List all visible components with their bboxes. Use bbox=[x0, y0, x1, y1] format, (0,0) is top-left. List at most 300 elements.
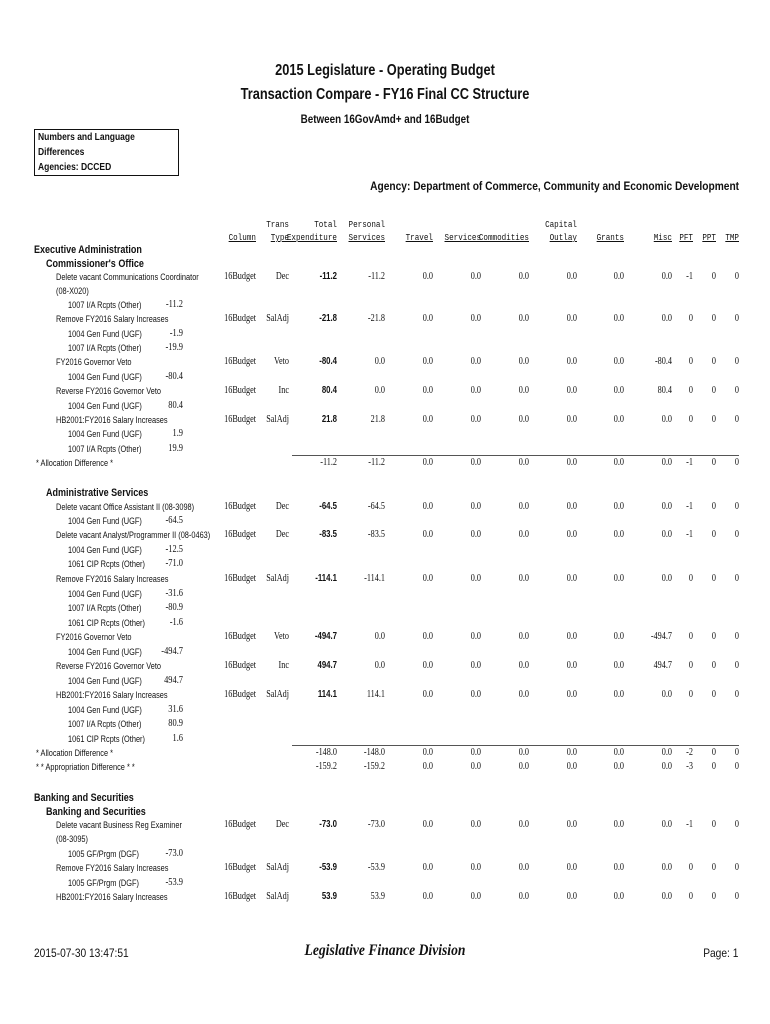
amount-cell: 0.0 bbox=[422, 862, 433, 873]
amount-cell: 0.0 bbox=[470, 761, 481, 772]
fund-source-amount: -12.5 bbox=[165, 544, 183, 555]
fund-source-label: 1061 CIP Rcpts (Other) bbox=[68, 618, 145, 628]
fund-source-label: 1005 GF/Prgm (DGF) bbox=[68, 849, 139, 859]
amount-cell: 0.0 bbox=[613, 819, 624, 830]
fund-source-label: 1004 Gen Fund (UGF) bbox=[68, 545, 142, 555]
amount-cell: 0.0 bbox=[470, 414, 481, 425]
amount-cell: 0.0 bbox=[422, 631, 433, 642]
transaction-label-cont: (08-3095) bbox=[56, 834, 89, 844]
total-rule bbox=[292, 745, 739, 746]
fund-source-amount: 19.9 bbox=[168, 443, 183, 454]
amount-cell: 0.0 bbox=[470, 660, 481, 671]
fund-source-label: 1004 Gen Fund (UGF) bbox=[68, 401, 142, 411]
fund-source-amount: -494.7 bbox=[161, 646, 183, 657]
amount-cell: 114.1 bbox=[317, 689, 337, 700]
fund-source-label: 1004 Gen Fund (UGF) bbox=[68, 429, 142, 439]
amount-cell: 0 bbox=[734, 385, 739, 396]
amount-cell: -114.1 bbox=[364, 573, 385, 584]
column-header-top: Total bbox=[314, 219, 337, 230]
amount-cell: Veto bbox=[273, 631, 289, 642]
amount-cell: SalAdj bbox=[266, 862, 289, 873]
amount-cell: Inc bbox=[278, 385, 289, 396]
amount-cell: -2 bbox=[686, 747, 693, 758]
fund-source-label: 1061 CIP Rcpts (Other) bbox=[68, 734, 145, 744]
transaction-label: Remove FY2016 Salary Increases bbox=[56, 314, 169, 324]
amount-cell: -494.7 bbox=[314, 631, 337, 642]
amount-cell: 0 bbox=[734, 819, 739, 830]
amount-cell: 0 bbox=[688, 313, 693, 324]
amount-cell: 0.0 bbox=[422, 761, 433, 772]
amount-cell: 80.4 bbox=[657, 385, 672, 396]
amount-cell: 16Budget bbox=[224, 529, 256, 540]
fund-source-label: 1007 I/A Rcpts (Other) bbox=[68, 343, 142, 353]
amount-cell: 0.0 bbox=[661, 414, 672, 425]
amount-cell: 0.0 bbox=[518, 313, 529, 324]
amount-cell: SalAdj bbox=[266, 414, 289, 425]
amount-cell: Dec bbox=[275, 819, 289, 830]
amount-cell: SalAdj bbox=[266, 313, 289, 324]
transaction-label: FY2016 Governor Veto bbox=[56, 632, 132, 642]
amount-cell: 0 bbox=[711, 271, 716, 282]
amount-cell: 53.9 bbox=[370, 891, 385, 902]
amount-cell: 0.0 bbox=[566, 862, 577, 873]
amount-cell: 0 bbox=[734, 631, 739, 642]
transaction-label: Delete vacant Business Reg Examiner bbox=[56, 820, 182, 830]
amount-cell: 0 bbox=[711, 660, 716, 671]
amount-cell: 0.0 bbox=[661, 862, 672, 873]
transaction-label: HB2001:FY2016 Salary Increases bbox=[56, 690, 168, 700]
amount-cell: 0.0 bbox=[518, 573, 529, 584]
amount-cell: 0 bbox=[711, 313, 716, 324]
amount-cell: 0.0 bbox=[661, 891, 672, 902]
amount-cell: 0 bbox=[711, 689, 716, 700]
amount-cell: 16Budget bbox=[224, 862, 256, 873]
transaction-label: Delete vacant Analyst/Programmer II (08-0463) bbox=[56, 530, 211, 540]
amount-cell: Dec bbox=[275, 271, 289, 282]
amount-cell: 0 bbox=[734, 747, 739, 758]
amount-cell: 0.0 bbox=[661, 819, 672, 830]
amount-cell: 0.0 bbox=[661, 573, 672, 584]
transaction-label: Delete vacant Communications Coordinator bbox=[56, 272, 199, 282]
amount-cell: -21.8 bbox=[367, 313, 385, 324]
amount-cell: 0.0 bbox=[566, 891, 577, 902]
amount-cell: 21.8 bbox=[370, 414, 385, 425]
fund-source-label: 1004 Gen Fund (UGF) bbox=[68, 647, 142, 657]
amount-cell: 0.0 bbox=[422, 529, 433, 540]
amount-cell: -73.0 bbox=[367, 819, 385, 830]
transaction-label: Remove FY2016 Salary Increases bbox=[56, 574, 169, 584]
amount-cell: 0 bbox=[734, 689, 739, 700]
agency-heading: Agency: Department of Commerce, Community and Economic Development bbox=[370, 179, 739, 193]
amount-cell: 0.0 bbox=[518, 271, 529, 282]
amount-cell: 0.0 bbox=[661, 313, 672, 324]
amount-cell: 0.0 bbox=[566, 501, 577, 512]
column-header-bottom: TMP bbox=[725, 232, 739, 243]
report-title: 2015 Legislature - Operating Budget bbox=[275, 62, 495, 79]
amount-cell: 0 bbox=[711, 529, 716, 540]
amount-cell: 16Budget bbox=[224, 501, 256, 512]
section-heading: Banking and Securities bbox=[34, 792, 134, 804]
transaction-label: FY2016 Governor Veto bbox=[56, 357, 132, 367]
amount-cell: 0.0 bbox=[613, 457, 624, 468]
amount-cell: 0 bbox=[734, 529, 739, 540]
amount-cell: 0.0 bbox=[470, 529, 481, 540]
amount-cell: 0.0 bbox=[661, 501, 672, 512]
amount-cell: 0.0 bbox=[422, 819, 433, 830]
amount-cell: 0 bbox=[711, 761, 716, 772]
amount-cell: 0.0 bbox=[566, 271, 577, 282]
amount-cell: 0 bbox=[711, 501, 716, 512]
amount-cell: 0 bbox=[711, 819, 716, 830]
amount-cell: 16Budget bbox=[224, 573, 256, 584]
amount-cell: 0.0 bbox=[422, 414, 433, 425]
column-header-bottom: Expenditure bbox=[286, 232, 337, 243]
fund-source-amount: -53.9 bbox=[165, 877, 183, 888]
amount-cell: 0.0 bbox=[518, 660, 529, 671]
amount-cell: 0 bbox=[688, 385, 693, 396]
amount-cell: 0.0 bbox=[470, 891, 481, 902]
total-rule bbox=[292, 455, 739, 456]
fund-source-amount: 80.4 bbox=[168, 400, 183, 411]
amount-cell: Inc bbox=[278, 660, 289, 671]
amount-cell: -80.4 bbox=[319, 356, 337, 367]
column-header-top: Personal bbox=[348, 219, 385, 230]
amount-cell: 0 bbox=[734, 573, 739, 584]
amount-cell: 0.0 bbox=[422, 747, 433, 758]
transaction-label: Delete vacant Office Assistant II (08-3098) bbox=[56, 502, 195, 512]
amount-cell: 0 bbox=[734, 356, 739, 367]
amount-cell: 0.0 bbox=[470, 631, 481, 642]
footer-division: Legislative Finance Division bbox=[304, 942, 466, 959]
filter-line: Differences bbox=[38, 147, 85, 158]
amount-cell: 0.0 bbox=[613, 356, 624, 367]
fund-source-label: 1005 GF/Prgm (DGF) bbox=[68, 878, 139, 888]
column-header-top: Trans bbox=[266, 219, 289, 230]
fund-source-label: 1007 I/A Rcpts (Other) bbox=[68, 444, 142, 454]
fund-source-amount: -64.5 bbox=[165, 515, 183, 526]
amount-cell: 0.0 bbox=[518, 761, 529, 772]
amount-cell: -64.5 bbox=[319, 501, 337, 512]
amount-cell: -83.5 bbox=[319, 529, 337, 540]
column-header-bottom: Services bbox=[348, 232, 385, 243]
amount-cell: 16Budget bbox=[224, 819, 256, 830]
amount-cell: 0.0 bbox=[661, 761, 672, 772]
fund-source-amount: 1.6 bbox=[172, 733, 183, 744]
transaction-label: HB2001:FY2016 Salary Increases bbox=[56, 892, 168, 902]
amount-cell: 0.0 bbox=[518, 862, 529, 873]
amount-cell: -11.2 bbox=[368, 271, 385, 282]
amount-cell: 0.0 bbox=[470, 819, 481, 830]
amount-cell: 0.0 bbox=[613, 747, 624, 758]
amount-cell: 0.0 bbox=[566, 414, 577, 425]
amount-cell: 0.0 bbox=[518, 631, 529, 642]
column-header bbox=[683, 218, 739, 244]
transaction-label: Remove FY2016 Salary Increases bbox=[56, 863, 169, 873]
amount-cell: 0.0 bbox=[566, 529, 577, 540]
amount-cell: 0.0 bbox=[566, 356, 577, 367]
amount-cell: 0.0 bbox=[566, 631, 577, 642]
amount-cell: -159.2 bbox=[363, 761, 385, 772]
amount-cell: 0.0 bbox=[613, 891, 624, 902]
amount-cell: -1 bbox=[686, 529, 693, 540]
fund-source-amount: -1.6 bbox=[169, 617, 183, 628]
difference-label: * Allocation Difference * bbox=[36, 748, 113, 758]
difference-label: * Allocation Difference * bbox=[36, 458, 113, 468]
section-heading: Executive Administration bbox=[34, 244, 142, 256]
amount-cell: 0.0 bbox=[661, 747, 672, 758]
fund-source-label: 1061 CIP Rcpts (Other) bbox=[68, 559, 145, 569]
amount-cell: -3 bbox=[686, 761, 693, 772]
column-header-bottom: Commodities bbox=[478, 232, 529, 243]
amount-cell: 494.7 bbox=[317, 660, 337, 671]
fund-source-label: 1004 Gen Fund (UGF) bbox=[68, 705, 142, 715]
column-header-bottom: PPT bbox=[702, 232, 716, 243]
amount-cell: 0.0 bbox=[422, 356, 433, 367]
transaction-label: Reverse FY2016 Governor Veto bbox=[56, 661, 162, 671]
column-header-bottom: Column bbox=[228, 232, 256, 243]
amount-cell: 0 bbox=[734, 761, 739, 772]
amount-cell: 16Budget bbox=[224, 271, 256, 282]
amount-cell: 0.0 bbox=[518, 529, 529, 540]
amount-cell: 0.0 bbox=[422, 501, 433, 512]
amount-cell: 0.0 bbox=[470, 747, 481, 758]
amount-cell: -494.7 bbox=[650, 631, 672, 642]
footer-page-number: Page: 1 bbox=[702, 946, 738, 960]
amount-cell: 0 bbox=[734, 414, 739, 425]
amount-cell: 0.0 bbox=[470, 457, 481, 468]
fund-source-amount: -73.0 bbox=[165, 848, 183, 859]
amount-cell: SalAdj bbox=[266, 689, 289, 700]
amount-cell: 0.0 bbox=[566, 660, 577, 671]
fund-source-label: 1004 Gen Fund (UGF) bbox=[68, 589, 142, 599]
amount-cell: 16Budget bbox=[224, 356, 256, 367]
filter-box bbox=[34, 129, 179, 176]
amount-cell: 0.0 bbox=[518, 356, 529, 367]
amount-cell: 0.0 bbox=[613, 862, 624, 873]
amount-cell: 0 bbox=[734, 271, 739, 282]
amount-cell: 0 bbox=[734, 660, 739, 671]
column-header-bottom: Grants bbox=[596, 232, 624, 243]
amount-cell: 0.0 bbox=[470, 501, 481, 512]
column-header-top: Capital bbox=[545, 219, 577, 230]
amount-cell: 0.0 bbox=[613, 313, 624, 324]
amount-cell: 0.0 bbox=[566, 819, 577, 830]
amount-cell: -148.0 bbox=[363, 747, 385, 758]
amount-cell: 0.0 bbox=[422, 271, 433, 282]
amount-cell: 0.0 bbox=[566, 761, 577, 772]
report-compare: Between 16GovAmd+ and 16Budget bbox=[300, 112, 470, 126]
fund-source-amount: -31.6 bbox=[165, 588, 183, 599]
amount-cell: 0.0 bbox=[566, 385, 577, 396]
amount-cell: 0.0 bbox=[613, 501, 624, 512]
amount-cell: 0.0 bbox=[613, 631, 624, 642]
amount-cell: Dec bbox=[275, 501, 289, 512]
amount-cell: 0 bbox=[734, 313, 739, 324]
amount-cell: 0.0 bbox=[422, 313, 433, 324]
amount-cell: -114.1 bbox=[315, 573, 337, 584]
amount-cell: 0.0 bbox=[613, 689, 624, 700]
fund-source-label: 1004 Gen Fund (UGF) bbox=[68, 676, 142, 686]
fund-source-amount: 31.6 bbox=[168, 704, 183, 715]
amount-cell: 0.0 bbox=[661, 689, 672, 700]
amount-cell: -64.5 bbox=[367, 501, 385, 512]
amount-cell: 0.0 bbox=[470, 313, 481, 324]
fund-source-amount: -80.4 bbox=[165, 371, 183, 382]
transaction-label: HB2001:FY2016 Salary Increases bbox=[56, 415, 168, 425]
amount-cell: -1 bbox=[686, 271, 693, 282]
amount-cell: 21.8 bbox=[321, 414, 337, 425]
amount-cell: 0.0 bbox=[470, 271, 481, 282]
amount-cell: 16Budget bbox=[224, 891, 256, 902]
amount-cell: 0.0 bbox=[518, 891, 529, 902]
amount-cell: 0.0 bbox=[613, 414, 624, 425]
amount-cell: 0.0 bbox=[422, 891, 433, 902]
filter-line: Numbers and Language bbox=[38, 132, 135, 143]
amount-cell: 0 bbox=[734, 457, 739, 468]
amount-cell: -73.0 bbox=[319, 819, 337, 830]
fund-source-label: 1004 Gen Fund (UGF) bbox=[68, 516, 142, 526]
amount-cell: 0 bbox=[688, 891, 693, 902]
amount-cell: 0 bbox=[734, 891, 739, 902]
fund-source-amount: 1.9 bbox=[172, 428, 183, 439]
amount-cell: 0 bbox=[711, 631, 716, 642]
amount-cell: 0.0 bbox=[422, 573, 433, 584]
amount-cell: 0.0 bbox=[518, 689, 529, 700]
amount-cell: 0.0 bbox=[613, 529, 624, 540]
amount-cell: 80.4 bbox=[321, 385, 337, 396]
amount-cell: -11.2 bbox=[368, 457, 385, 468]
amount-cell: Dec bbox=[275, 529, 289, 540]
subsection-heading: Banking and Securities bbox=[46, 806, 146, 818]
amount-cell: 0 bbox=[688, 862, 693, 873]
amount-cell: -1 bbox=[686, 819, 693, 830]
fund-source-amount: -71.0 bbox=[165, 558, 183, 569]
amount-cell: 0 bbox=[688, 573, 693, 584]
amount-cell: SalAdj bbox=[266, 573, 289, 584]
footer-timestamp: 2015-07-30 13:47:51 bbox=[34, 946, 129, 960]
amount-cell: 0.0 bbox=[661, 457, 672, 468]
amount-cell: 0.0 bbox=[518, 385, 529, 396]
amount-cell: 53.9 bbox=[321, 891, 337, 902]
amount-cell: -21.8 bbox=[319, 313, 337, 324]
amount-cell: 0.0 bbox=[422, 385, 433, 396]
fund-source-amount: 494.7 bbox=[164, 675, 183, 686]
fund-source-amount: -80.9 bbox=[165, 602, 183, 613]
column-header-bottom: Misc bbox=[653, 232, 672, 243]
amount-cell: 0.0 bbox=[470, 356, 481, 367]
amount-cell: 0 bbox=[688, 414, 693, 425]
amount-cell: -148.0 bbox=[315, 747, 337, 758]
fund-source-amount: -11.2 bbox=[165, 299, 183, 310]
amount-cell: 0.0 bbox=[422, 689, 433, 700]
amount-cell: -159.2 bbox=[315, 761, 337, 772]
amount-cell: 0.0 bbox=[518, 501, 529, 512]
amount-cell: 0.0 bbox=[374, 631, 385, 642]
amount-cell: 0.0 bbox=[470, 573, 481, 584]
fund-source-label: 1007 I/A Rcpts (Other) bbox=[68, 300, 142, 310]
report-subtitle: Transaction Compare - FY16 Final CC Structure bbox=[240, 86, 530, 103]
amount-cell: 0 bbox=[711, 891, 716, 902]
amount-cell: 0.0 bbox=[518, 747, 529, 758]
amount-cell: 0.0 bbox=[518, 457, 529, 468]
amount-cell: 494.7 bbox=[653, 660, 672, 671]
amount-cell: 0.0 bbox=[374, 660, 385, 671]
amount-cell: -83.5 bbox=[367, 529, 385, 540]
amount-cell: 16Budget bbox=[224, 631, 256, 642]
amount-cell: 0 bbox=[688, 631, 693, 642]
amount-cell: -1 bbox=[686, 457, 693, 468]
amount-cell: 0.0 bbox=[566, 313, 577, 324]
fund-source-amount: 80.9 bbox=[168, 718, 183, 729]
amount-cell: 16Budget bbox=[224, 385, 256, 396]
amount-cell: 0 bbox=[711, 747, 716, 758]
column-header-bottom: PFT bbox=[679, 232, 693, 243]
amount-cell: 0.0 bbox=[566, 573, 577, 584]
fund-source-amount: -1.9 bbox=[169, 328, 183, 339]
amount-cell: 16Budget bbox=[224, 689, 256, 700]
transaction-label: Reverse FY2016 Governor Veto bbox=[56, 386, 162, 396]
amount-cell: 0.0 bbox=[518, 414, 529, 425]
amount-cell: 0.0 bbox=[566, 457, 577, 468]
fund-source-label: 1007 I/A Rcpts (Other) bbox=[68, 603, 142, 613]
amount-cell: 0 bbox=[711, 356, 716, 367]
amount-cell: 0.0 bbox=[613, 660, 624, 671]
subsection-heading: Commissioner's Office bbox=[46, 258, 144, 270]
amount-cell: -11.2 bbox=[319, 271, 337, 282]
amount-cell: 0.0 bbox=[422, 660, 433, 671]
amount-cell: 0.0 bbox=[661, 271, 672, 282]
amount-cell: 0.0 bbox=[518, 819, 529, 830]
transaction-label-cont: (08-X020) bbox=[56, 286, 89, 296]
amount-cell: 0 bbox=[688, 689, 693, 700]
amount-cell: 16Budget bbox=[224, 660, 256, 671]
amount-cell: 0.0 bbox=[470, 385, 481, 396]
amount-cell: 114.1 bbox=[366, 689, 385, 700]
column-header-top bbox=[683, 218, 739, 231]
amount-cell: 0.0 bbox=[470, 689, 481, 700]
column-header-bottom: Outlay bbox=[549, 232, 577, 243]
amount-cell: 0.0 bbox=[374, 385, 385, 396]
amount-cell: -80.4 bbox=[654, 356, 672, 367]
column-header-bottom: Type bbox=[270, 232, 289, 243]
amount-cell: 0.0 bbox=[613, 761, 624, 772]
amount-cell: 0 bbox=[688, 356, 693, 367]
amount-cell: 0.0 bbox=[470, 862, 481, 873]
subsection-heading: Administrative Services bbox=[46, 487, 149, 499]
amount-cell: 0.0 bbox=[613, 573, 624, 584]
amount-cell: -53.9 bbox=[367, 862, 385, 873]
amount-cell: 0.0 bbox=[661, 529, 672, 540]
amount-cell: 0.0 bbox=[422, 457, 433, 468]
amount-cell: 0 bbox=[711, 862, 716, 873]
amount-cell: -1 bbox=[686, 501, 693, 512]
amount-cell: 0 bbox=[734, 862, 739, 873]
column-header-bottom: Travel bbox=[405, 232, 433, 243]
amount-cell: 0 bbox=[711, 457, 716, 468]
column-header-bottom: Services bbox=[444, 232, 481, 243]
amount-cell: Veto bbox=[273, 356, 289, 367]
amount-cell: 0 bbox=[711, 414, 716, 425]
amount-cell: 0.0 bbox=[613, 385, 624, 396]
amount-cell: -53.9 bbox=[319, 862, 337, 873]
fund-source-label: 1007 I/A Rcpts (Other) bbox=[68, 719, 142, 729]
amount-cell: 0 bbox=[711, 385, 716, 396]
amount-cell: 16Budget bbox=[224, 313, 256, 324]
amount-cell: 0.0 bbox=[566, 689, 577, 700]
amount-cell: 16Budget bbox=[224, 414, 256, 425]
amount-cell: -11.2 bbox=[320, 457, 337, 468]
amount-cell: 0.0 bbox=[566, 747, 577, 758]
